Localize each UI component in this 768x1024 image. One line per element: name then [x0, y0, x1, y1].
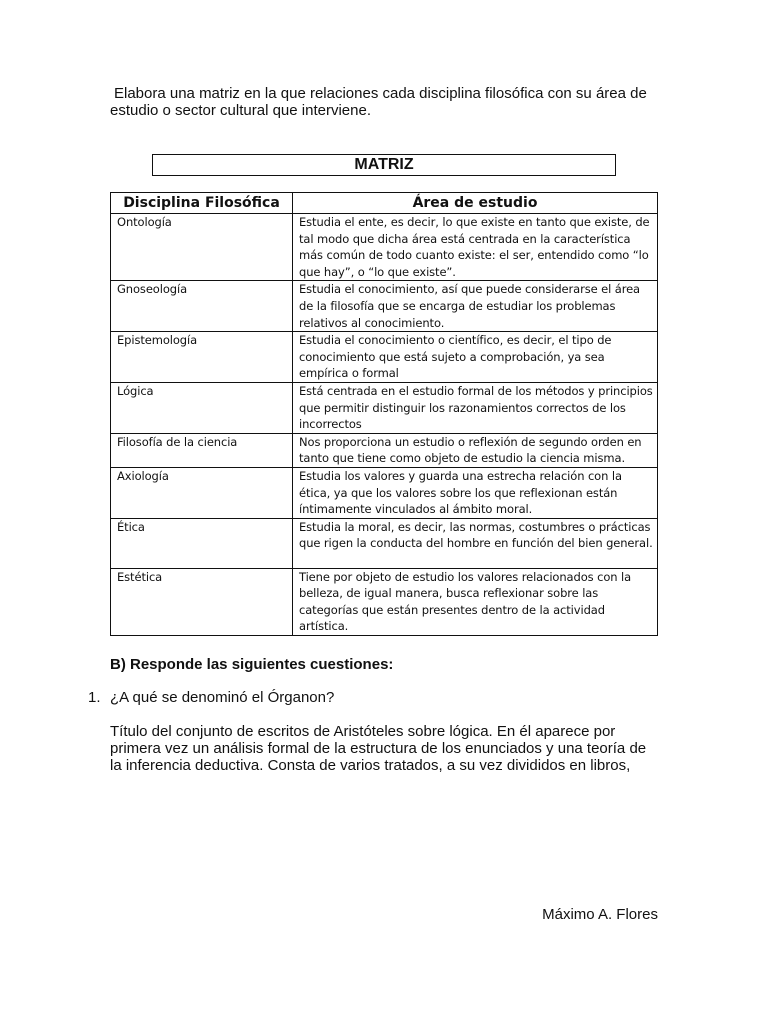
area-cell: Nos proporciona un estudio o reflexión de segundo orden en tanto que tiene como objeto de estudio la ciencia misma. — [293, 433, 658, 467]
table-row — [111, 214, 658, 281]
discipline-cell: Gnoseología — [111, 281, 293, 332]
area-cell: Estudia los valores y guarda una estrecha relación con la ética, ya que los valores sobre los que reflexionan están íntimamente vinculados al ámbito moral. — [293, 467, 658, 518]
area-cell: Estudia el conocimiento o científico, es decir, el tipo de conocimiento que está sujeto a comprobación, ya sea empírica o formal — [293, 332, 658, 383]
table-row — [111, 332, 658, 383]
matrix-title: MATRIZ — [152, 154, 616, 176]
author-signature: Máximo A. Flores — [542, 906, 658, 923]
intro-instruction: Elabora una matriz en la que relaciones cada disciplina filosófica con su área de estudio o sector cultural que interviene. — [110, 85, 647, 119]
section-b-heading: B) Responde las siguientes cuestiones: — [110, 656, 394, 673]
discipline-cell: Lógica — [111, 382, 293, 433]
area-cell: Tiene por objeto de estudio los valores relacionados con la belleza, de igual manera, busca reflexionar sobre las categorías que están presentes dentro de la actividad artística. — [293, 568, 658, 635]
discipline-cell: Epistemología — [111, 332, 293, 383]
table-row — [111, 433, 658, 467]
area-cell: Estudia la moral, es decir, las normas, costumbres o prácticas que rigen la conducta del hombre en función del bien general. — [293, 518, 658, 568]
question-number: 1. — [88, 689, 101, 706]
table-header-row — [111, 193, 658, 214]
table-row — [111, 281, 658, 332]
area-cell: Está centrada en el estudio formal de los métodos y principios que permitir distinguir los razonamientos correctos de los incorrectos — [293, 382, 658, 433]
header-area: Área de estudio — [293, 193, 658, 214]
discipline-cell: Axiología — [111, 467, 293, 518]
question-text: ¿A qué se denominó el Órganon? — [110, 689, 335, 706]
discipline-cell: Ontología — [111, 214, 293, 281]
table-row — [111, 568, 658, 635]
discipline-cell: Estética — [111, 568, 293, 635]
discipline-cell: Ética — [111, 518, 293, 568]
header-discipline: Disciplina Filosófica — [111, 193, 293, 214]
table-row — [111, 382, 658, 433]
discipline-cell: Filosofía de la ciencia — [111, 433, 293, 467]
table-row — [111, 518, 658, 568]
answer-paragraph: Título del conjunto de escritos de Aristóteles sobre lógica. En él aparece por primera vez un análisis formal de la estructura de los enunciados y una teoría de la inferencia deductiva. Consta de varios tratados, a su vez divididos en libros, — [110, 723, 647, 774]
table-row — [111, 467, 658, 518]
area-cell: Estudia el ente, es decir, lo que existe en tanto que existe, de tal modo que dicha área está centrada en la característica más común de todo cuanto existe: el ser, entendido como “lo que hay”, o “lo que existe”. — [293, 214, 658, 281]
area-cell: Estudia el conocimiento, así que puede considerarse el área de la filosofía que se encarga de estudiar los problemas relativos al conocimiento. — [293, 281, 658, 332]
matrix-table — [110, 192, 658, 636]
